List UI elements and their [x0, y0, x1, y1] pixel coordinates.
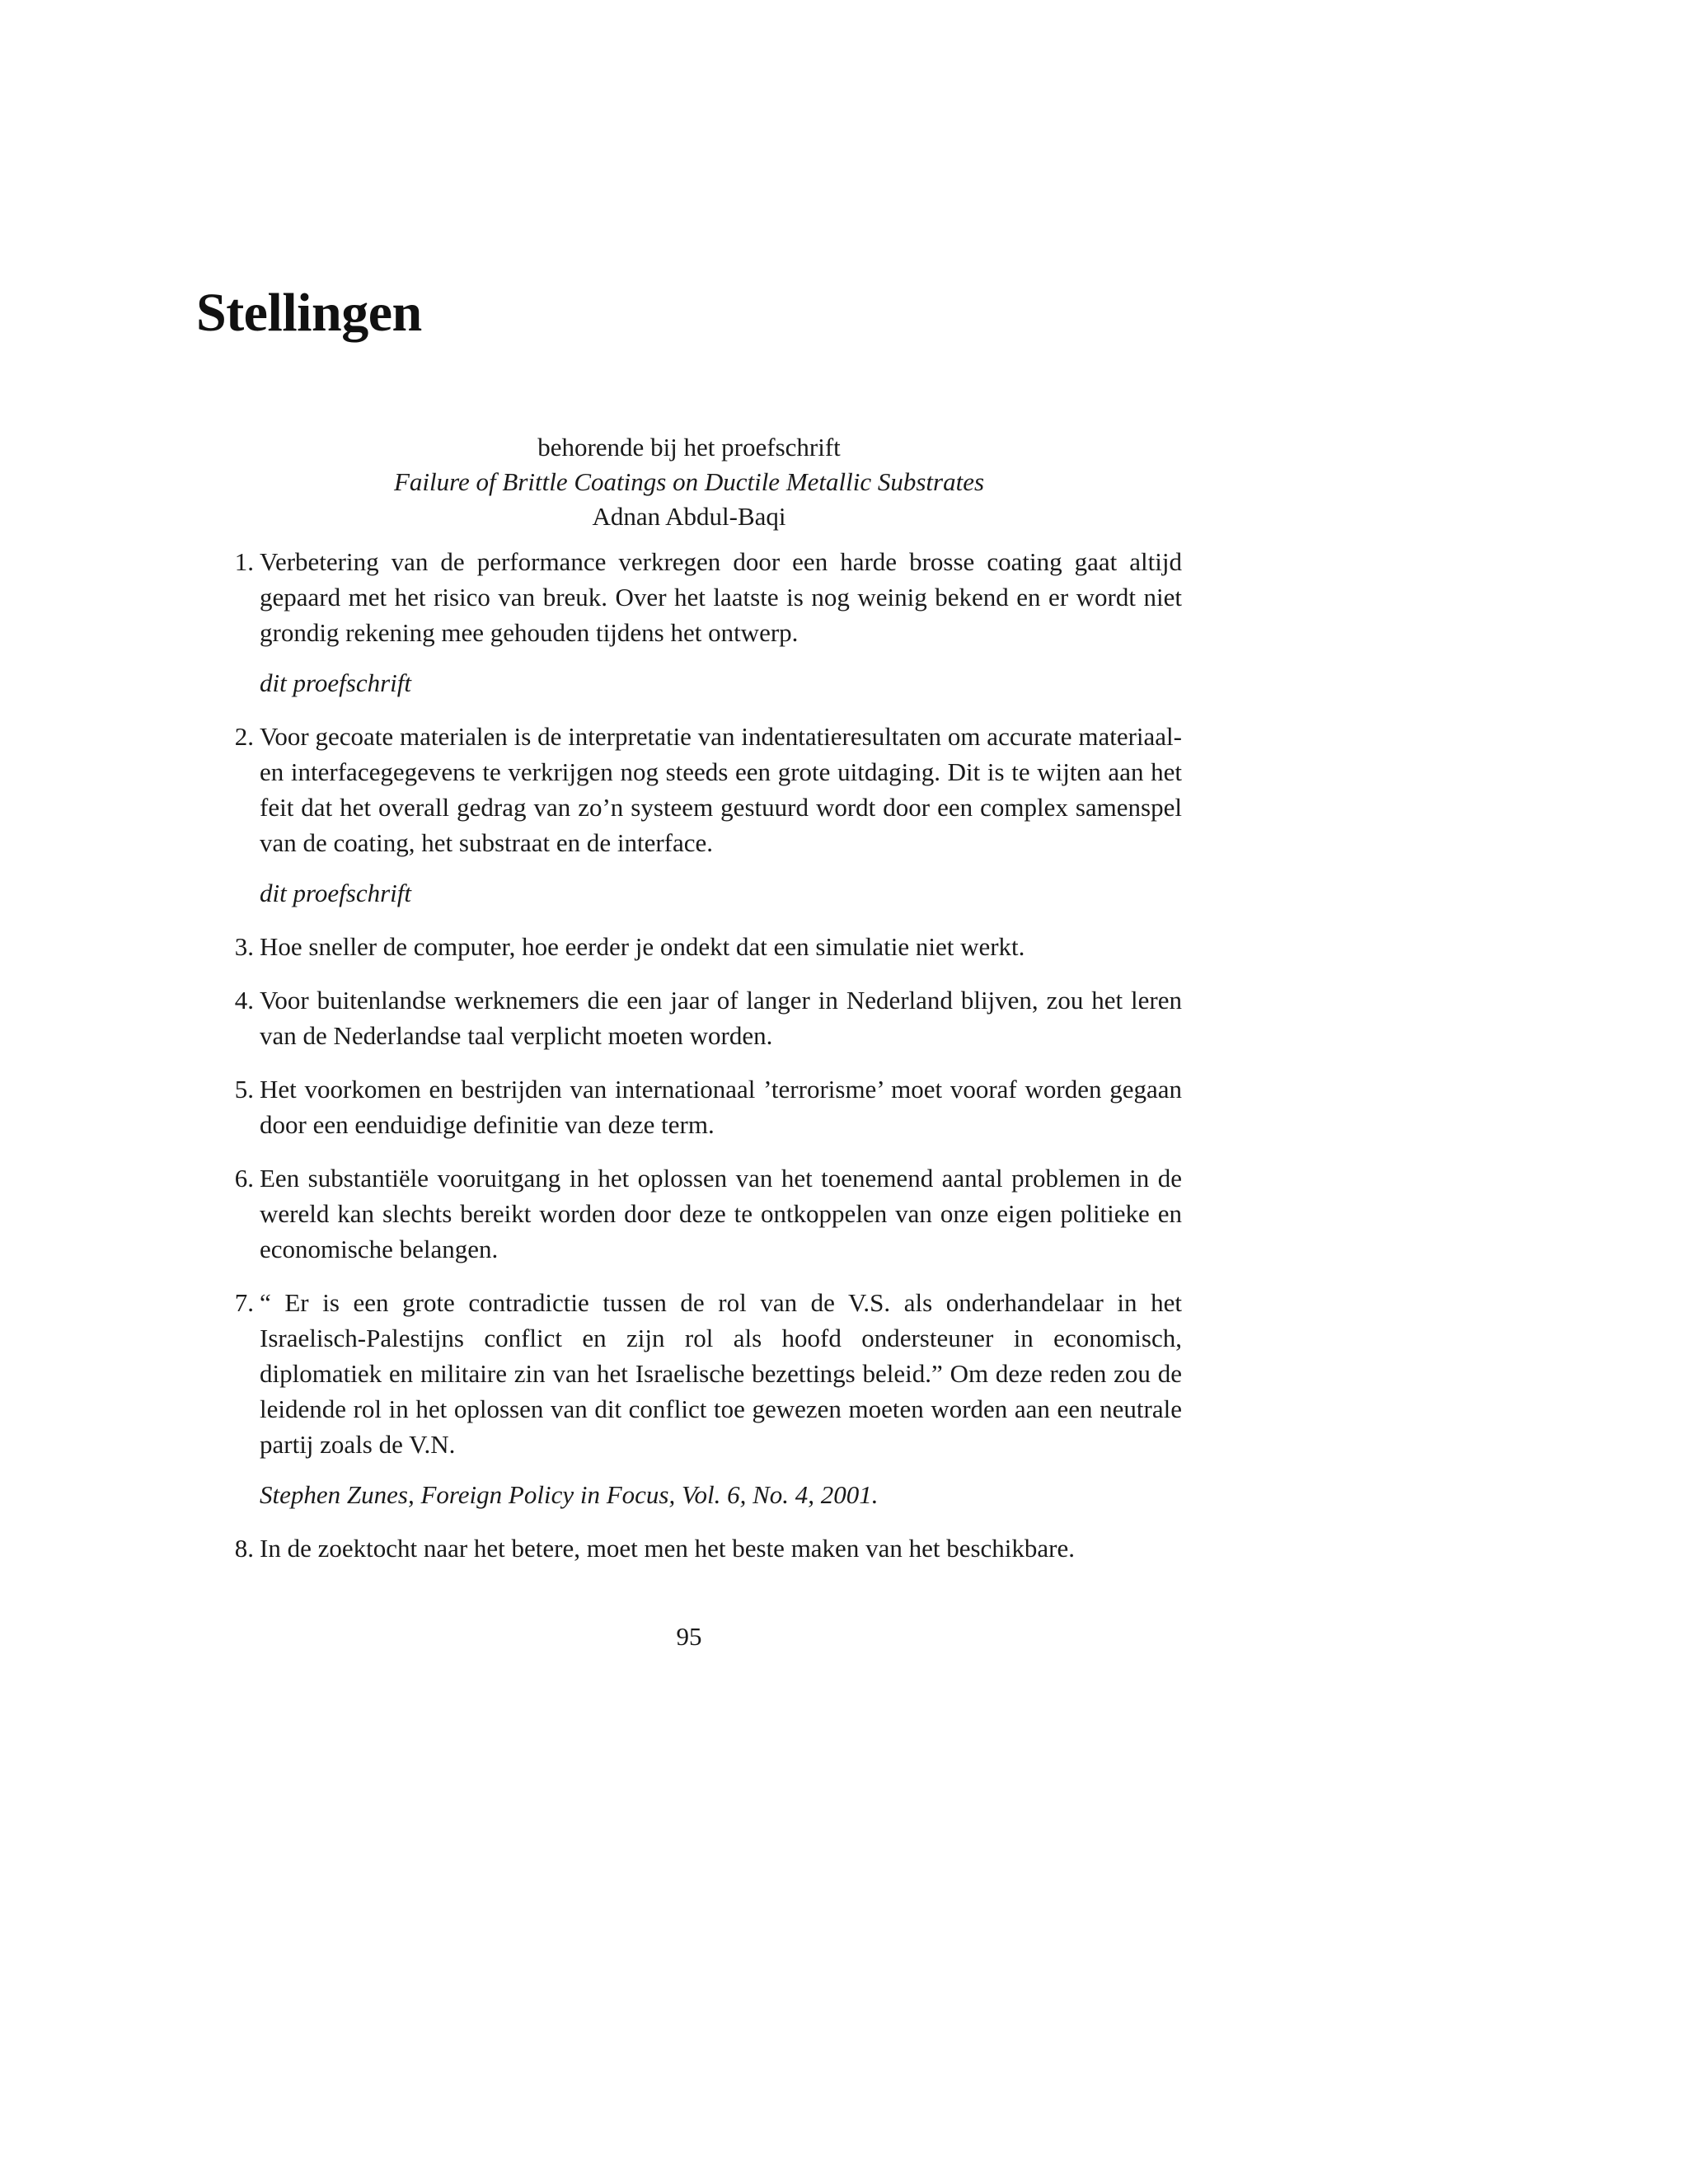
propositions-list — [196, 544, 1182, 1584]
proposition-item — [196, 929, 1182, 964]
proposition-number: 8. — [234, 1534, 254, 1563]
proposition-number: 4. — [234, 986, 254, 1015]
proposition-item — [196, 1530, 1182, 1566]
proposition-text: Voor gecoate materialen is de interpretatie van indentatieresultaten om accurate materiaal- en interfacegegevens te verkrijgen nog steeds een grote uitdaging. Dit is te wijten aan het feit dat het overall gedrag van zo’n systeem gestuurd wordt door een complex samenspel van de coating, het substraat en de interface. — [260, 722, 1182, 857]
proposition-source: dit proefschrift — [260, 879, 411, 907]
page-number: 95 — [676, 1622, 702, 1651]
page-heading: Stellingen — [196, 283, 422, 343]
proposition-text: Verbetering van de performance verkregen door een harde brosse coating gaat altijd gepaard met het risico van breuk. Over het laatste is nog weinig bekend en er wordt niet grondig rekening mee gehouden tijdens het ontwerp. — [260, 547, 1182, 647]
proposition-number: 2. — [234, 722, 254, 751]
subtitle-block — [196, 430, 1182, 534]
proposition-source: Stephen Zunes, Foreign Policy in Focus, Vol. 6, No. 4, 2001. — [260, 1480, 879, 1509]
proposition-number: 1. — [234, 547, 254, 576]
proposition-number: 7. — [234, 1288, 254, 1317]
proposition-item — [196, 1160, 1182, 1267]
proposition-text: Het voorkomen en bestrijden van internationaal ’terrorisme’ moet vooraf worden gegaan door een eenduidige definitie van deze term. — [260, 1075, 1182, 1139]
proposition-text: In de zoektocht naar het betere, moet men het beste maken van het beschikbare. — [260, 1534, 1075, 1563]
proposition-number: 6. — [234, 1164, 254, 1193]
subtitle-line: behorende bij het proefschrift — [537, 433, 841, 462]
proposition-number: 5. — [234, 1075, 254, 1104]
author-name: Adnan Abdul-Baqi — [592, 502, 786, 531]
thesis-title: Failure of Brittle Coatings on Ductile Metallic Substrates — [393, 467, 985, 496]
proposition-source: dit proefschrift — [260, 668, 411, 697]
proposition-text: “ Er is een grote contradictie tussen de rol van de V.S. als onderhandelaar in het Israelisch-Palestijns conflict en zijn rol als hoofd ondersteuner in economisch, diplomatiek en militaire zin van het Israelische bezettings beleid.” Om deze reden zou de leidende rol in het oplossen van dit conflict toe gewezen moeten worden aan een neutrale partij zoals de V.N. — [260, 1288, 1182, 1459]
proposition-text: Een substantiële vooruitgang in het oplossen van het toenemend aantal problemen in de wereld kan slechts bereikt worden door deze te ontkoppelen van onze eigen politieke en economische belangen. — [260, 1164, 1182, 1263]
proposition-item — [196, 719, 1182, 911]
proposition-number: 3. — [234, 932, 254, 961]
proposition-item — [196, 1071, 1182, 1142]
proposition-text: Voor buitenlandse werknemers die een jaar of langer in Nederland blijven, zou het leren van de Nederlandse taal verplicht moeten worden. — [260, 986, 1182, 1050]
proposition-item — [196, 544, 1182, 701]
proposition-item — [196, 982, 1182, 1053]
proposition-text: Hoe sneller de computer, hoe eerder je ondekt dat een simulatie niet werkt. — [260, 932, 1025, 961]
proposition-item — [196, 1285, 1182, 1512]
